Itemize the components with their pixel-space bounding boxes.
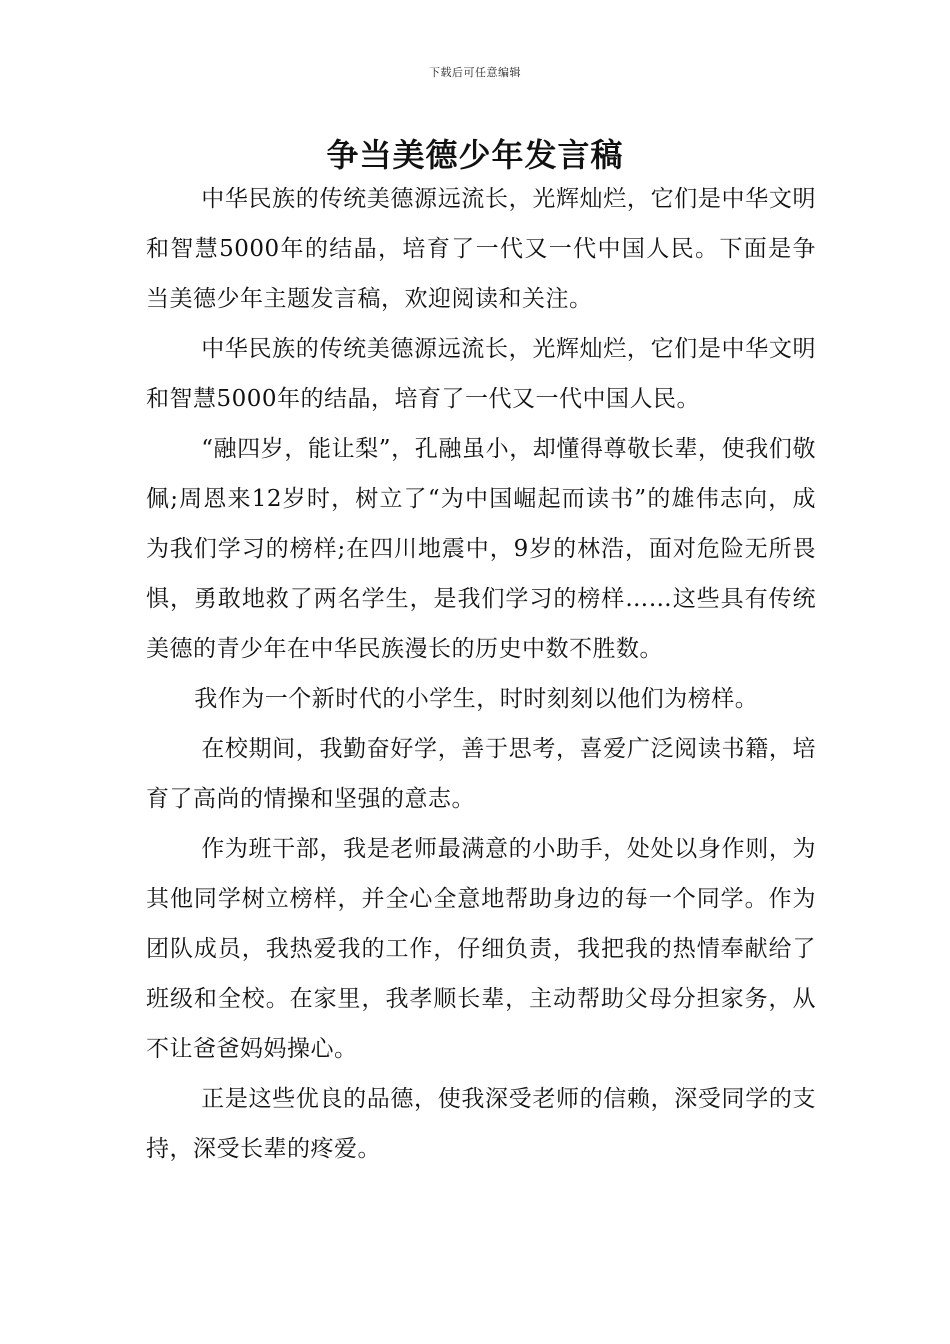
header-note: 下载后可任意编辑 (429, 66, 521, 79)
paragraph-school: 在校期间，我勤奋好学，善于思考，喜爱广泛阅读书籍，培育了高尚的情操和坚强的意志。 (146, 736, 816, 812)
paragraph-conclusion: 正是这些优良的品德，使我深受老师的信赖，深受同学的支持，深受长辈的疼爱。 (146, 1086, 816, 1162)
paragraph-class-leader: 作为班干部，我是老师最满意的小助手，处处以身作则，为其他同学树立榜样，并全心全意地帮助身边的每一个同学。作为团队成员，我热爱我的工作，仔细负责，我把我的热情奉献给了班级和全校。在家里，我孝顺长辈，主动帮助父母分担家务，从不让爸爸妈妈操心。 (146, 836, 816, 1062)
paragraph-self: 我作为一个新时代的小学生，时时刻刻以他们为榜样。 (194, 686, 759, 712)
paragraph-role-models: “融四岁，能让梨”，孔融虽小，却懂得尊敬长辈，使我们敬佩;周恩来12岁时，树立了“为中国崛起而读书”的雄伟志向，成为我们学习的榜样;在四川地震中，9岁的林浩，面对危险无所畏惧，勇敢地救了两名学生，是我们学习的榜样……这些具有传统美德的青少年在中华民族漫长的历史中数不胜数。 (146, 436, 816, 662)
paragraph-intro: 中华民族的传统美德源远流长，光辉灿烂，它们是中华文明和智慧5000年的结晶，培育了一代又一代中国人民。下面是争当美德少年主题发言稿，欢迎阅读和关注。 (146, 186, 816, 312)
document-title: 争当美德少年发言稿 (326, 136, 624, 174)
document-body (146, 174, 816, 1174)
paragraph-heritage: 中华民族的传统美德源远流长，光辉灿烂，它们是中华文明和智慧5000年的结晶，培育了一代又一代中国人民。 (146, 336, 816, 412)
